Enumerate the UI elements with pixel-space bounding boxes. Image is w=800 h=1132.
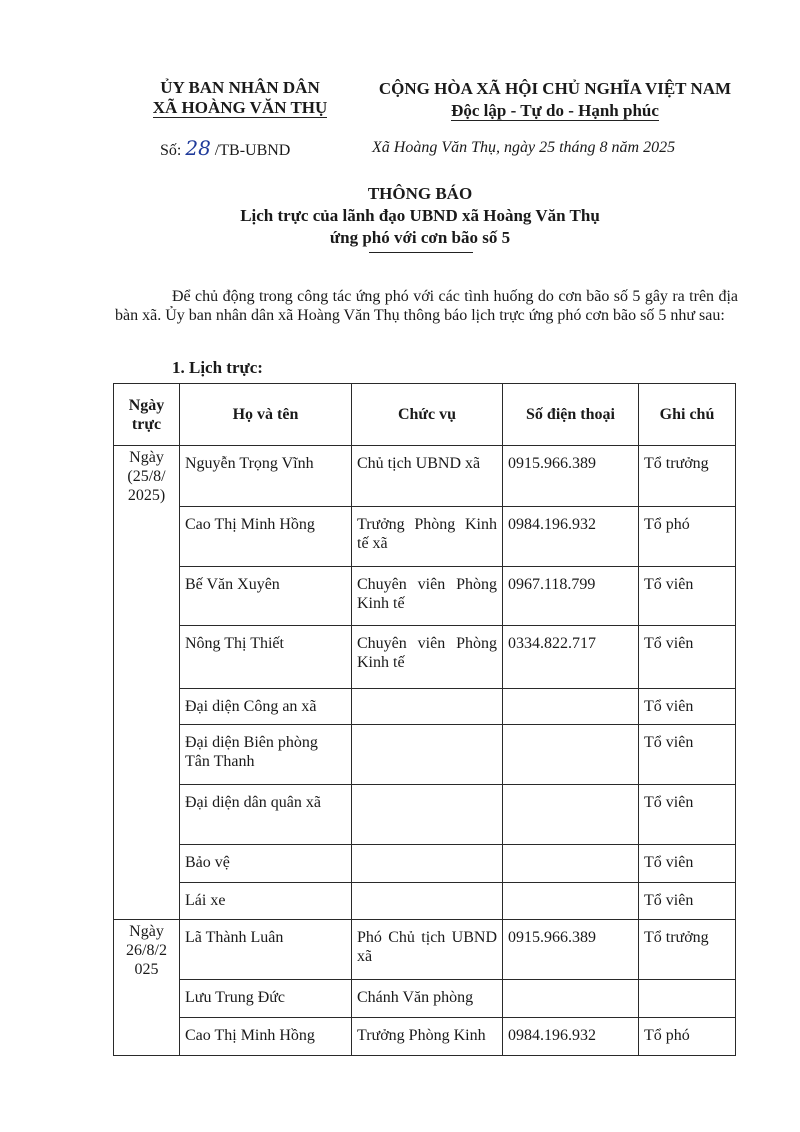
nation-motto: Độc lập - Tự do - Hạnh phúc xyxy=(451,101,659,120)
note-cell: Tổ viên xyxy=(639,845,736,883)
note-cell: Tổ viên xyxy=(639,689,736,725)
position-cell: Trưởng Phòng Kinh xyxy=(352,1018,503,1056)
name-cell: Lưu Trung Đức xyxy=(180,980,352,1018)
table-row xyxy=(114,845,736,883)
col-header-date: Ngày trực xyxy=(114,384,180,446)
name-cell: Đại diện dân quân xã xyxy=(180,785,352,845)
position-cell xyxy=(352,725,503,785)
phone-cell: 0984.196.932 xyxy=(503,1018,639,1056)
table-row xyxy=(114,725,736,785)
name-cell: Cao Thị Minh Hồng xyxy=(180,1018,352,1056)
schedule-table xyxy=(113,383,736,1056)
day-cell-2: Ngày 26/8/2 025 xyxy=(114,920,180,1056)
name-cell: Nông Thị Thiết xyxy=(180,626,352,689)
note-cell: Tổ viên xyxy=(639,883,736,920)
note-cell: Tổ trưởng xyxy=(639,446,736,507)
document-number xyxy=(160,136,290,160)
phone-cell: 0334.822.717 xyxy=(503,626,639,689)
position-cell xyxy=(352,689,503,725)
position-cell xyxy=(352,845,503,883)
position-cell: Trưởng Phòng Kinh tế xã xyxy=(352,507,503,567)
intro-paragraph xyxy=(115,287,738,325)
title-divider xyxy=(369,252,473,253)
position-cell: Chánh Văn phòng xyxy=(352,980,503,1018)
phone-cell xyxy=(503,883,639,920)
phone-cell xyxy=(503,980,639,1018)
agency-line1: ỦY BAN NHÂN DÂN xyxy=(160,78,320,97)
position-cell: Chuyên viên Phòng Kinh tế xyxy=(352,626,503,689)
col-header-phone: Số điện thoại xyxy=(503,384,639,446)
agency-line2: XÃ HOÀNG VĂN THỤ xyxy=(152,98,328,117)
number-label: Số: xyxy=(160,142,182,159)
name-cell: Đại diện Công an xã xyxy=(180,689,352,725)
col-header-name: Họ và tên xyxy=(180,384,352,446)
table-row xyxy=(114,980,736,1018)
note-cell: Tổ viên xyxy=(639,785,736,845)
place-date: Xã Hoàng Văn Thụ, ngày 25 tháng 8 năm 2025 xyxy=(372,139,676,156)
nation-header xyxy=(355,78,755,122)
phone-cell xyxy=(503,785,639,845)
phone-cell xyxy=(503,689,639,725)
phone-cell: 0967.118.799 xyxy=(503,567,639,626)
table-row xyxy=(114,507,736,567)
table-header-row xyxy=(114,384,736,446)
table-row xyxy=(114,883,736,920)
phone-cell: 0915.966.389 xyxy=(503,446,639,507)
number-suffix: /TB-UBND xyxy=(214,142,291,159)
table-row xyxy=(114,1018,736,1056)
position-cell xyxy=(352,883,503,920)
table-row xyxy=(114,446,736,507)
note-cell: Tổ phó xyxy=(639,507,736,567)
intro-text: Để chủ động trong công tác ứng phó với các tình huống do cơn bão số 5 gây ra trên địa bàn xã. Ủy ban nhân dân xã Hoàng Văn Thụ thông báo lịch trực ứng phó cơn bão số 5 như sau: xyxy=(115,288,738,324)
note-cell: Tổ viên xyxy=(639,626,736,689)
position-cell: Chủ tịch UBND xã xyxy=(352,446,503,507)
section-title: 1. Lịch trực: xyxy=(172,358,263,377)
table-row xyxy=(114,567,736,626)
name-cell: Lã Thành Luân xyxy=(180,920,352,980)
table-row xyxy=(114,920,736,980)
table-row xyxy=(114,626,736,689)
nation-line1: CỘNG HÒA XÃ HỘI CHỦ NGHĨA VIỆT NAM xyxy=(378,79,732,98)
agency-header xyxy=(120,78,360,118)
phone-cell: 0915.966.389 xyxy=(503,920,639,980)
note-cell: Tổ viên xyxy=(639,725,736,785)
table-row xyxy=(114,689,736,725)
number-value: 28 xyxy=(185,136,211,160)
note-cell: Tổ phó xyxy=(639,1018,736,1056)
name-cell: Nguyễn Trọng Vĩnh xyxy=(180,446,352,507)
doc-subtitle-2: ứng phó với cơn bão số 5 xyxy=(329,228,511,247)
note-cell: Tổ trưởng xyxy=(639,920,736,980)
doc-subtitle-1: Lịch trực của lãnh đạo UBND xã Hoàng Văn Thụ xyxy=(240,206,600,225)
note-cell: Tổ viên xyxy=(639,567,736,626)
doc-title: THÔNG BÁO xyxy=(367,184,473,203)
phone-cell xyxy=(503,845,639,883)
position-cell: Phó Chủ tịch UBND xã xyxy=(352,920,503,980)
position-cell: Chuyên viên Phòng Kinh tế xyxy=(352,567,503,626)
note-cell xyxy=(639,980,736,1018)
phone-cell xyxy=(503,725,639,785)
position-cell xyxy=(352,785,503,845)
day-cell-1: Ngày (25/8/ 2025) xyxy=(114,446,180,920)
phone-cell: 0984.196.932 xyxy=(503,507,639,567)
name-cell: Lái xe xyxy=(180,883,352,920)
name-cell: Bảo vệ xyxy=(180,845,352,883)
name-cell: Bế Văn Xuyên xyxy=(180,567,352,626)
table-row xyxy=(114,785,736,845)
name-cell: Đại diện Biên phòng Tân Thanh xyxy=(180,725,352,785)
col-header-position: Chức vụ xyxy=(352,384,503,446)
name-cell: Cao Thị Minh Hồng xyxy=(180,507,352,567)
col-header-note: Ghi chú xyxy=(639,384,736,446)
